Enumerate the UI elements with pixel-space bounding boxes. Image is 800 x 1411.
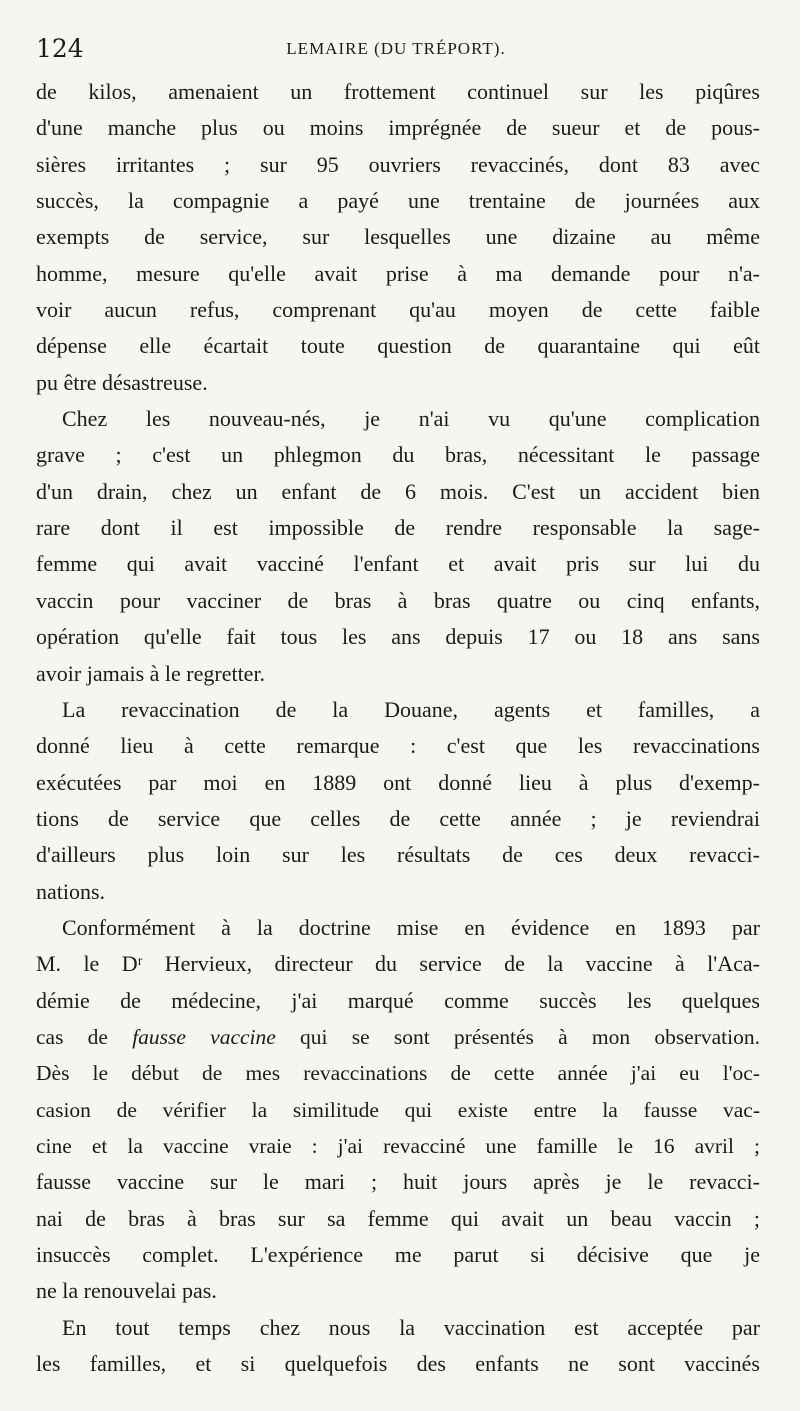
- text-line: cine et la vaccine vraie : j'ai revacciné une famille le 16 avril ;: [36, 1133, 760, 1158]
- page-header: [36, 34, 756, 70]
- italic-term: fausse vaccine: [132, 1024, 276, 1049]
- text-line: fausse vaccine sur le mari ; huit jours après je le revacci-: [36, 1169, 760, 1195]
- text-line: La revaccination de la Douane, agents et familles, a: [62, 696, 760, 722]
- text-line: casion de vérifier la similitude qui existe entre la fausse vac-: [36, 1097, 760, 1122]
- text-line: voir aucun refus, comprenant qu'au moyen de cette faible: [36, 297, 760, 323]
- text-line: nations.: [36, 878, 106, 904]
- text-line: de kilos, amenaient un frottement continuel sur les piqûres: [36, 79, 760, 104]
- text-line: Dès le début de mes revaccinations de cette année j'ai eu l'oc-: [36, 1061, 760, 1086]
- text-line: d'une manche plus ou moins imprégnée de sueur et de pous-: [36, 115, 760, 141]
- text-line: exécutées par moi en 1889 ont donné lieu à plus d'exemp-: [36, 769, 760, 795]
- text-line: Chez les nouveau-nés, je n'ai vu qu'une complication: [62, 406, 760, 432]
- text-line: Conformément à la doctrine mise en évidence en 1893 par: [62, 914, 760, 940]
- text-line: donné lieu à cette remarque : c'est que les revaccinations: [36, 733, 760, 759]
- text-line: M. le Dʳ Hervieux, directeur du service de la vaccine à l'Aca-: [36, 951, 760, 977]
- text-line: exempts de service, sur lesquelles une dizaine au même: [36, 224, 760, 250]
- text-line: avoir jamais à le regretter.: [36, 660, 266, 686]
- text-line: rare dont il est impossible de rendre responsable la sage-: [36, 515, 760, 541]
- text-line: sières irritantes ; sur 95 ouvriers revaccinés, dont 83 avec: [36, 151, 760, 177]
- text-line: démie de médecine, j'ai marqué comme succès les quelques: [36, 987, 760, 1013]
- body-text: [36, 74, 760, 1382]
- page-number: 124: [36, 34, 84, 63]
- text-line: succès, la compagnie a payé une trentaine de journées aux: [36, 188, 760, 214]
- text-fragment: qui se sont présentés à mon observation.: [275, 1024, 761, 1049]
- text-line: dépense elle écartait toute question de quarantaine qui eût: [36, 333, 760, 359]
- text-line: [36, 1019, 760, 1055]
- text-line: vaccin pour vacciner de bras à bras quatre ou cinq enfants,: [36, 587, 760, 613]
- text-line: tions de service que celles de cette année ; je reviendrai: [36, 805, 760, 831]
- text-line: insuccès complet. L'expérience me parut si décisive que je: [36, 1242, 760, 1267]
- running-head: LEMAIRE (DU TRÉPORT).: [286, 39, 506, 58]
- text-line: les familles, et si quelquefois des enfants ne sont vaccinés: [36, 1351, 760, 1377]
- text-line: d'un drain, chez un enfant de 6 mois. C'est un accident bien: [36, 478, 760, 504]
- text-line: ne la renouvelai pas.: [36, 1278, 217, 1304]
- text-line: femme qui avait vacciné l'enfant et avait pris sur lui du: [36, 551, 760, 577]
- text-line: opération qu'elle fait tous les ans depuis 17 ou 18 ans sans: [36, 624, 760, 650]
- text-line: pu être désastreuse.: [36, 369, 208, 395]
- text-line: En tout temps chez nous la vaccination est acceptée par: [62, 1314, 760, 1340]
- text-line: nai de bras à bras sur sa femme qui avait un beau vaccin ;: [36, 1205, 760, 1231]
- text-line: grave ; c'est un phlegmon du bras, nécessitant le passage: [36, 442, 760, 468]
- text-line: homme, mesure qu'elle avait prise à ma demande pour n'a-: [36, 260, 760, 286]
- text-fragment: cas de: [36, 1024, 133, 1049]
- text-line: d'ailleurs plus loin sur les résultats de ces deux revacci-: [36, 842, 760, 868]
